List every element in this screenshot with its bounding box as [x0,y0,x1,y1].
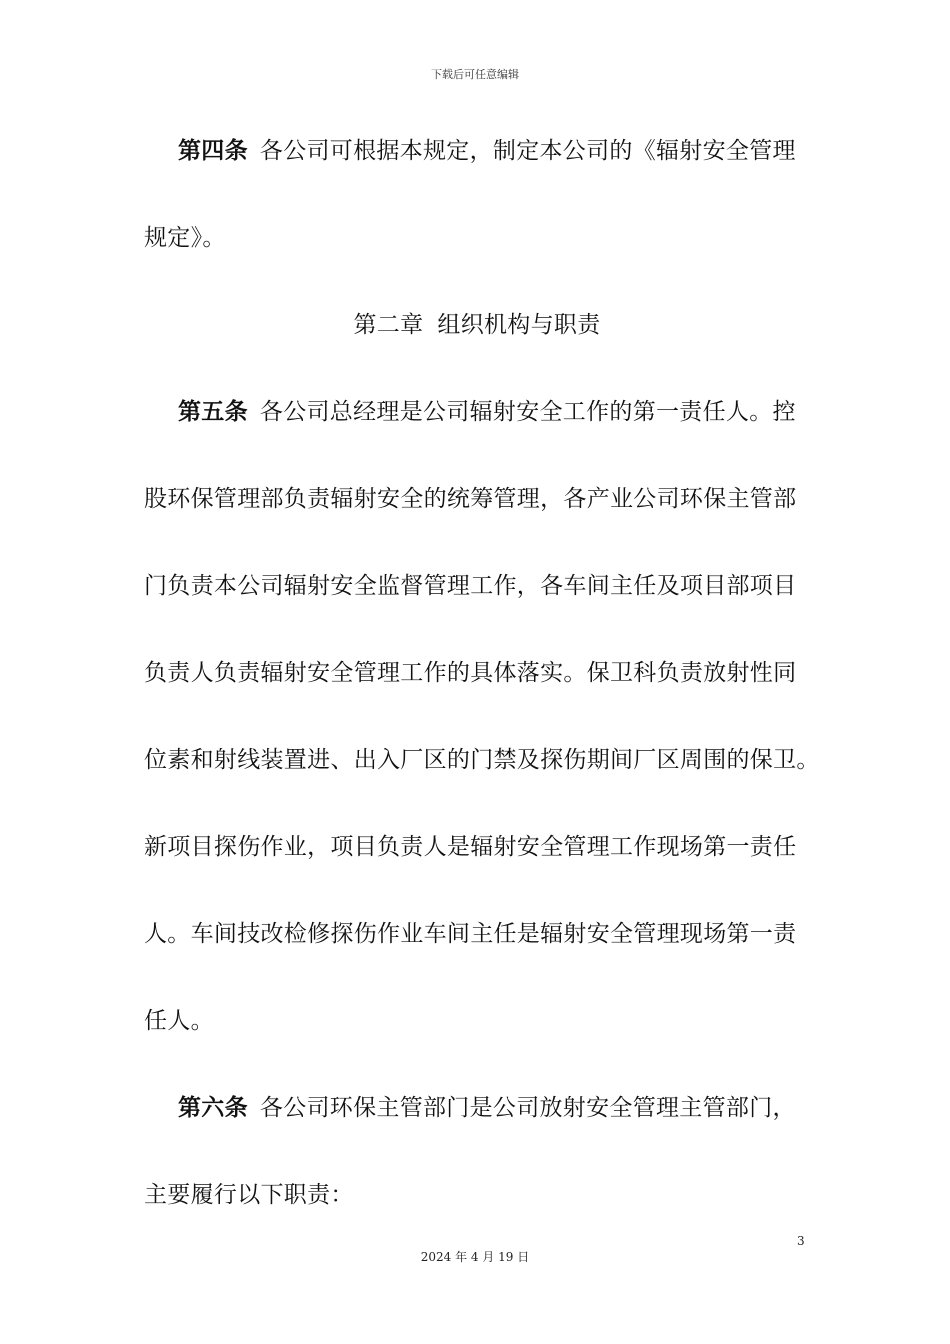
article-text: 各公司环保主管部门是公司放射安全管理主管部门， [259,1095,796,1121]
article-number: 第四条 [178,138,248,164]
article-4-line-2: 规定》。 [144,225,226,251]
article-6-line-1 [144,1079,810,1166]
article-text: 各公司总经理是公司辐射安全工作的第一责任人。控 [259,399,796,425]
document-body [144,122,820,1253]
page-number: 3 [797,1234,805,1248]
article-5-line-7: 人。车间技改检修探伤作业车间主任是辐射安全管理现场第一责 [144,921,797,947]
footer-date: 2024 年 4 月 19 日 [420,1250,530,1264]
article-6-line-2: 主要履行以下职责： [144,1182,354,1208]
chapter-number: 第二章 [353,312,424,338]
article-text: 各公司可根据本规定，制定本公司的《辐射安全管理 [259,138,796,164]
article-5-line-4: 负责人负责辐射安全管理工作的具体落实。保卫科负责放射性同 [144,660,797,686]
article-5-line-1 [144,383,810,470]
article-number: 第五条 [178,399,248,425]
chapter-heading [144,296,810,383]
article-5-line-6: 新项目探伤作业，项目负责人是辐射安全管理工作现场第一责任 [144,834,797,860]
article-4-line-1 [144,122,810,209]
article-5-line-8: 任人。 [144,1008,214,1034]
article-5-line-2: 股环保管理部负责辐射安全的统筹管理，各产业公司环保主管部 [144,486,797,512]
article-5-line-5: 位素和射线装置进、出入厂区的门禁及探伤期间厂区周围的保卫。 [144,747,820,773]
article-5-line-3: 门负责本公司辐射安全监督管理工作，各车间主任及项目部项目 [144,573,797,599]
article-number: 第六条 [178,1095,248,1121]
chapter-title: 组织机构与职责 [437,312,601,338]
page-header: 下载后可任意编辑 [431,68,519,81]
